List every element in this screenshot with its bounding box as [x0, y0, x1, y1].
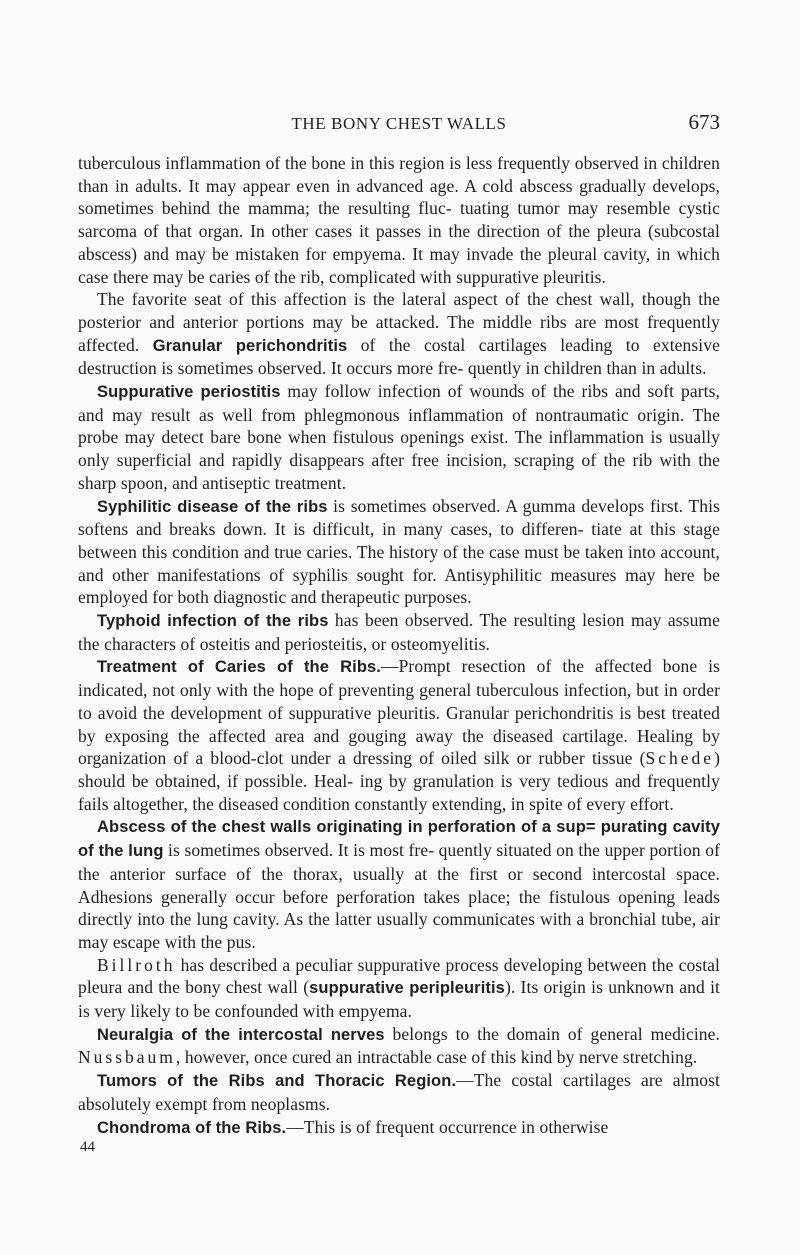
paragraph — [78, 1069, 720, 1115]
author-name: Billroth — [97, 954, 176, 975]
paragraph — [78, 495, 720, 610]
paragraph-text: ). Its origin is unknown and it is very likely to be confounded with empyema. — [78, 977, 720, 1022]
paragraph-text: —This is of frequent occurrence in otherwise — [286, 1116, 609, 1137]
body-text — [78, 152, 720, 1139]
paragraph — [78, 1023, 720, 1069]
paragraph-text: of the costal cartilages leading to extensive destruction is sometimes observed. It occurs more fre- quently in children than in adults. — [78, 334, 720, 379]
bold-term: Chondroma of the Ribs. — [97, 1118, 287, 1137]
paragraph-text: —The costal cartilages are almost absolutely exempt from neoplasms. — [78, 1070, 720, 1114]
signature-mark: 44 — [80, 1139, 95, 1156]
paragraph — [78, 954, 720, 1023]
paragraph — [78, 655, 720, 815]
running-title: THE BONY CHEST WALLS — [291, 114, 507, 133]
paragraph-text: ) should be obtained, if possible. Heal- ing by granulation is very tedious and frequently fails altogether, the diseased condition constantly extending, in spite of every effort. — [78, 748, 720, 814]
paragraph-text: , however, once cured an intractable case of this kind by nerve stretching. — [175, 1047, 698, 1068]
bold-term: suppurative peripleuritis — [309, 979, 505, 998]
page — [78, 112, 720, 1156]
bold-term: Treatment of Caries of the Ribs. — [97, 658, 381, 677]
paragraph — [78, 815, 720, 953]
paragraph-text: has described a peculiar suppurative process developing between the costal pleura and the bony chest wall ( — [78, 954, 720, 998]
paragraph-text: may follow infection of wounds of the ribs and soft parts, and may result as well from phlegmonous inflammation of nontraumatic origin. The probe may detect bare bone when fistulous openings exist. The inflammation is usually only superficial and rapidly disappears after free incision, scraping of the rib with the sharp spoon, and antiseptic treatment. — [78, 381, 720, 493]
bold-term: Typhoid infection of the ribs — [97, 612, 329, 631]
paragraph — [78, 380, 720, 495]
paragraph — [78, 288, 720, 380]
bold-term: Granular perichondritis — [152, 336, 348, 355]
paragraph — [78, 609, 720, 655]
paragraph — [78, 152, 720, 288]
paragraph-text: belongs to the domain of general medicine. — [384, 1023, 720, 1044]
paragraph — [78, 1116, 720, 1140]
bold-term: Abscess of the chest walls originating in perforation of a sup= purating cavity of the lung — [78, 818, 720, 861]
paragraph-text: The favorite seat of this affection is the lateral aspect of the chest wall, though the posterior and anterior portions may be attacked. The middle ribs are most frequently affected. — [78, 289, 720, 355]
bold-term: Suppurative periostitis — [97, 383, 281, 402]
author-name: Nussbaum — [78, 1047, 176, 1068]
paragraph-text: is sometimes observed. It is most fre- quently situated on the upper portion of the anterior surface of the thorax, usually at the first or second intercostal space. Adhesions generally occur before perforation takes place; the fistulous opening leads directly into the lung cavity. As the latter usually communicates with a bronchial tube, air may escape with the pus. — [78, 840, 721, 952]
paragraph-text: —Prompt resection of the affected bone is indicated, not only with the hope of preventing general tuberculous infection, but in order to avoid the development of suppurative pleuritis. Granular perichondritis is best treated by exposing the affected area and gouging away the diseased cartilage. Healing by organization of a blood-clot under a dressing of oiled silk or rubber tissue ( — [78, 656, 721, 769]
bold-term: Tumors of the Ribs and Thoracic Region. — [97, 1072, 457, 1091]
author-name: Schede — [645, 748, 715, 769]
page-number: 673 — [688, 110, 720, 134]
paragraph-text: tuberculous inflammation of the bone in this region is less frequently observed in children than in adults. It may appear even in advanced age. A cold abscess gradually develops, sometimes behind the mamma; the resulting fluc- tuating tumor may resemble cystic sarcoma of that organ. In other cases it passes in the direction of the pleura (subcostal abscess) and may be mistaken for empyema. It may invade the pleural cavity, in which case there may be caries of the rib, complicated with suppurative pleuritis. — [78, 153, 720, 287]
bold-term: Syphilitic disease of the ribs — [97, 497, 328, 516]
bold-term: Neuralgia of the intercostal nerves — [97, 1025, 385, 1044]
paragraph-text: has been observed. The resulting lesion may assume the characters of osteitis and periosteitis, or osteomyelitis. — [78, 610, 720, 654]
paragraph-text: is sometimes observed. A gumma develops first. This softens and breaks down. It is difficult, in many cases, to differen- tiate at this stage between this condition and true caries. The history of the case must be taken into account, and other manifestations of syphilis sought for. Antisyphilitic measures may here be employed for both diagnostic and therapeutic purposes. — [78, 495, 720, 608]
page-header — [78, 112, 720, 140]
